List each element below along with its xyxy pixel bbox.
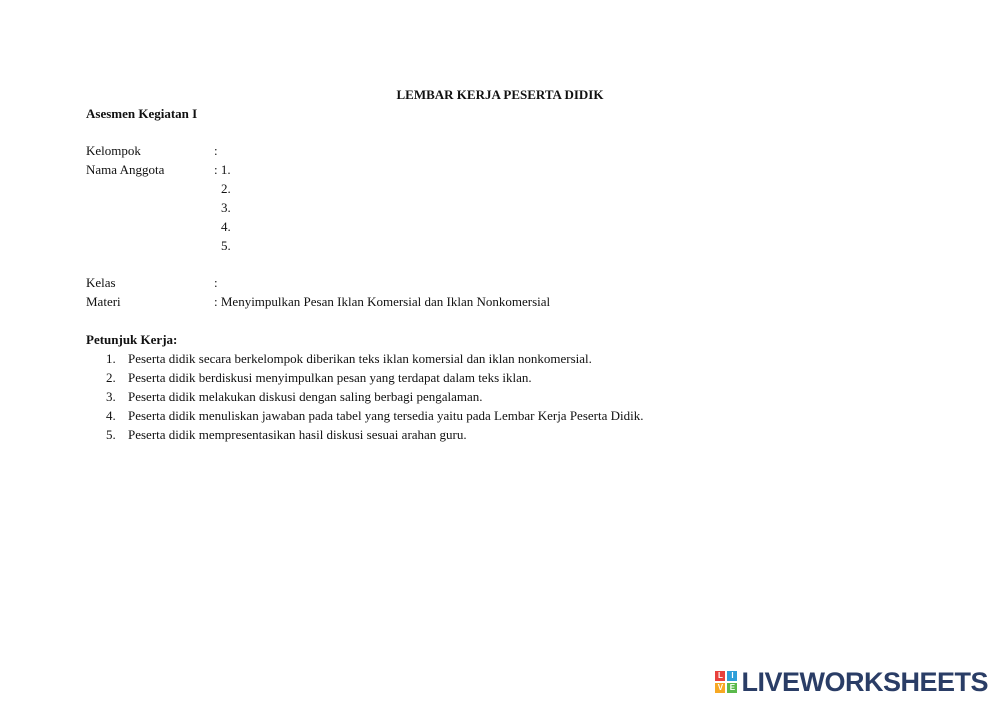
instruction-item [106,425,467,444]
field-kelompok [86,142,218,160]
instruction-number: 1. [106,351,116,366]
field-label: Materi [86,294,121,309]
member-number: 2. [221,181,231,196]
instruction-number: 2. [106,370,116,385]
field-value: : Menyimpulkan Pesan Iklan Komersial dan Iklan Nonkomersial [214,294,551,309]
member-number: 5. [221,238,231,253]
instruction-text: Peserta didik melakukan diskusi dengan saling berbagi pengalaman. [128,389,483,404]
field-label: Nama Anggota [86,162,165,177]
field-kelas [86,274,218,292]
instructions-title: Petunjuk Kerja: [86,332,178,347]
instruction-item [106,349,592,368]
field-label: Kelas [86,275,116,290]
member-number: 3. [221,200,231,215]
field-nama-anggota [86,161,231,179]
field-value: : [214,275,218,290]
liveworksheets-logo[interactable] [715,667,988,697]
instruction-text: Peserta didik secara berkelompok diberikan teks iklan komersial dan iklan nonkomersial. [128,351,592,366]
field-label: Kelompok [86,143,141,158]
logo-cell: V [715,683,725,693]
page-subtitle: Asesmen Kegiatan I [86,106,198,121]
member-number: 4. [221,219,231,234]
instruction-number: 3. [106,389,116,404]
instruction-item [106,368,532,387]
logo-cell: E [727,683,737,693]
field-value: : [214,143,218,158]
instruction-item [106,406,643,425]
logo-icon [715,671,737,693]
logo-cell: I [727,671,737,681]
logo-cell: L [715,671,725,681]
instruction-number: 5. [106,427,116,442]
field-materi [86,293,550,311]
page-title: LEMBAR KERJA PESERTA DIDIK [396,87,604,102]
instruction-item [106,387,483,406]
field-value: : 1. [214,162,231,177]
instruction-number: 4. [106,408,116,423]
brand-name: LIVEWORKSHEETS [741,666,988,697]
instruction-text: Peserta didik menuliskan jawaban pada tabel yang tersedia yaitu pada Lembar Kerja Peserta Didik. [128,408,644,423]
instruction-text: Peserta didik mempresentasikan hasil diskusi sesuai arahan guru. [128,427,467,442]
instruction-text: Peserta didik berdiskusi menyimpulkan pesan yang terdapat dalam teks iklan. [128,370,532,385]
